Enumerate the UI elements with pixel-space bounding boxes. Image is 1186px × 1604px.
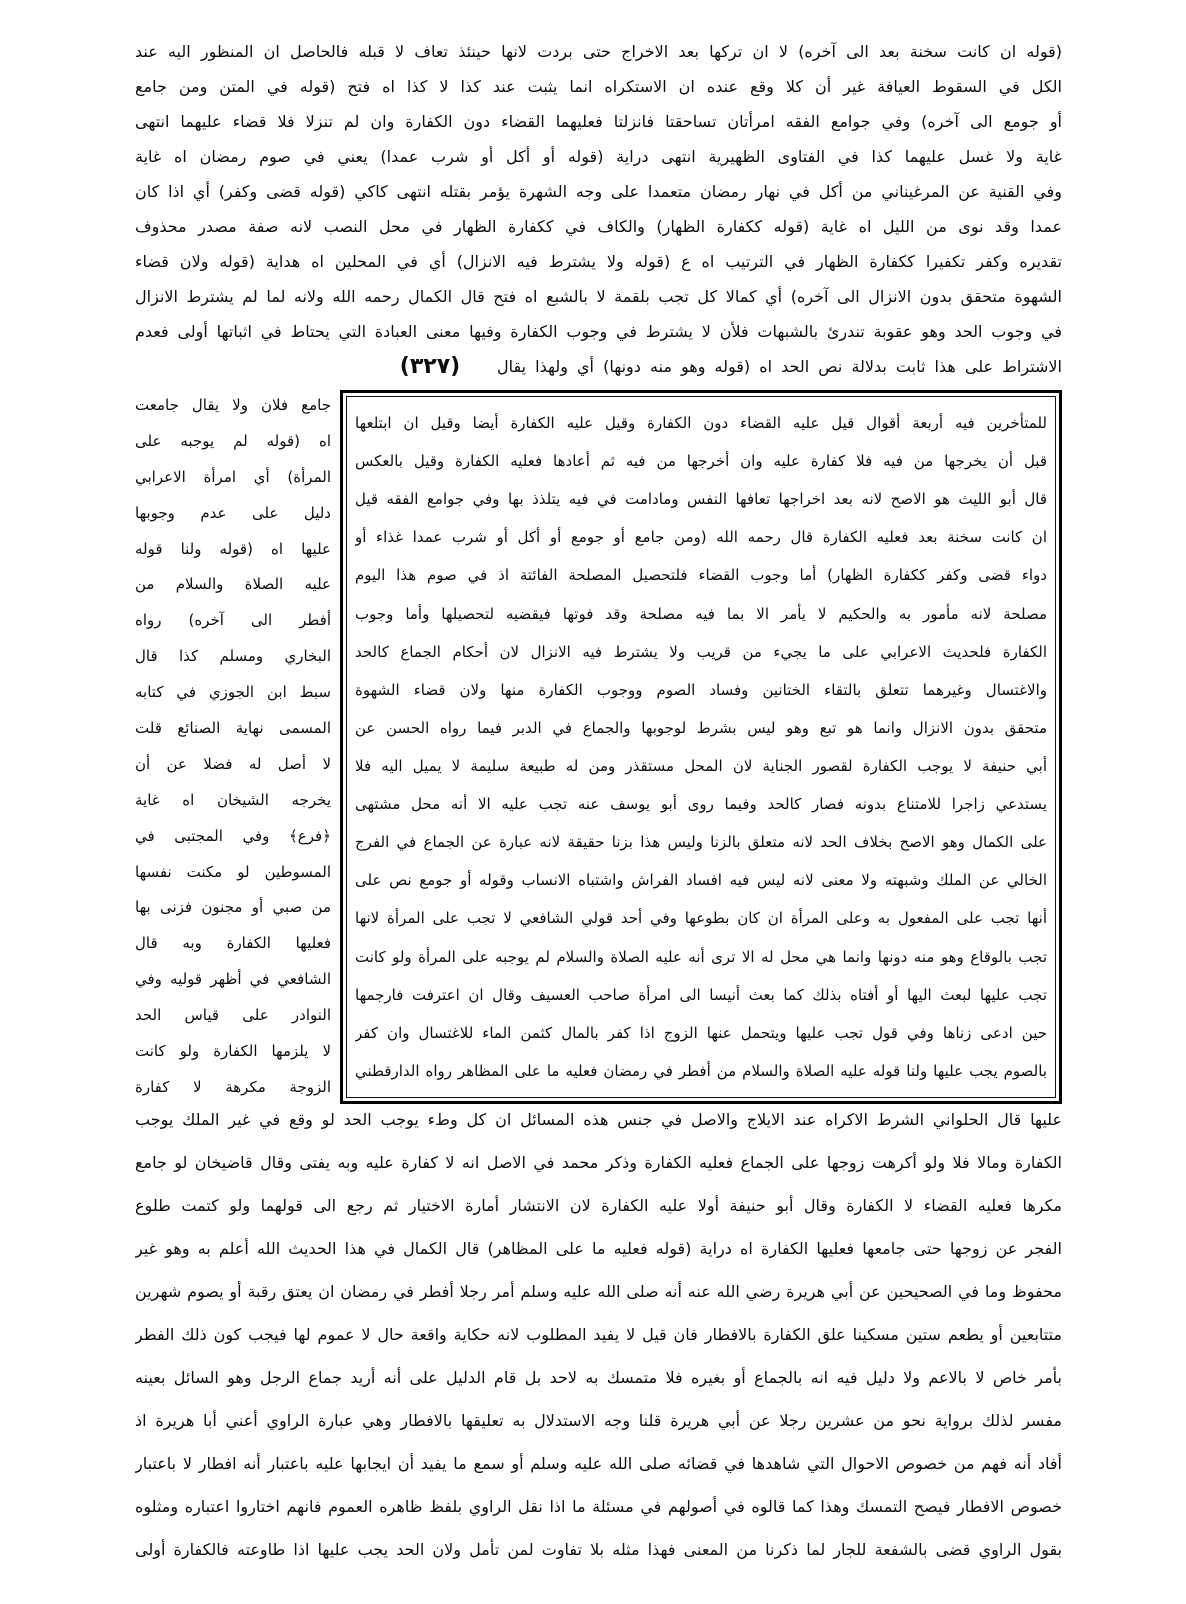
bottom-commentary [135, 1098, 1062, 1571]
main-text-line: قبل أن يخرجها من فيه فلا كفارة عليه وان أخرجها من فيه ثم أعادها فعليه الكفارة وقيل بالعكس [355, 452, 1047, 471]
side-commentary-line: من صبي أو مجنون فزنى بها [135, 898, 331, 917]
bottom-commentary-line: الفجر عن زوجها حتى جامعها فعليها الكفارة اه دراية (قوله فعليه ما على المظاهر) قال الكمال في هذا الحديث الله أعلم به وهو غير [135, 1239, 1062, 1258]
side-commentary-line: المسمى نهاية الصنائع قلت [135, 719, 331, 738]
main-text-line: والاغتسال وغيرهما تتعلق بالتقاء الختانين وفساد الصوم ووجوب الكفارة منها ولان قضاء الشهوة [355, 680, 1047, 699]
side-commentary-line: جامع فلان ولا يقال جامعت [135, 396, 331, 414]
side-commentary-line: المرأة) أي امرأة الاعرابي [135, 467, 331, 486]
main-text-line: الكفارة فلحديث الاعرابي على ما يجيء من قريب ولا يشترط فيه الانزال لان أحكام الجماع كالحد [355, 642, 1047, 661]
main-text-line: تجب عليها لبعث اليها أو أفتاه بذلك كما بعث أنيسا الى امرأة صاحب العسيف وقال ان اعترفت فارجمها [355, 985, 1047, 1004]
main-text-line: بالصوم يجب عليها ولنا قوله عليه الصلاة والسلام من أفطر في رمضان فعليه ما على المظاهر رواه الدارقطني [355, 1061, 1047, 1080]
top-commentary-line: الشهوة متحقق بدون الانزال الى آخره) أي كمالا كل تجب بلقمة لا بالشبع اه فتح قال الكمال رحمه الله ولانه لما لم يشترط الانزال [135, 287, 1062, 306]
bottom-commentary-line: بأمر خاص لا بالاعم ولا دليل فيه انه بالجماع أو بغيره فلا متمسك به لاحد بل قام الدليل على أنه أريد جماع الرجل وهو السائل بعينه [135, 1368, 1062, 1387]
bottom-commentary-line: عليها قال الحلواني الشرط الاكراه عند الايلاج والاصل في جنس هذه المسائل ان كل وطء يوجب الحد لو وقع في غير الملك يوجب [135, 1110, 1062, 1129]
top-commentary [135, 34, 1062, 384]
main-text-line: الخالي عن الملك وشبهته ولا معنى لانه ليس فيه افساد الفراش واشتباه الانساب وقوله أو جومع نص على [355, 871, 1047, 890]
side-commentary-line: يخرجه الشيخان اه غاية [135, 790, 331, 809]
side-commentary-line: عليه الصلاة والسلام من [135, 575, 331, 594]
main-text-line: على الكمال وهو الاصح بخلاف الحد لانه متعلق بالزنا وليس هذا بزنا حقيقة لانه عبارة عن الجماع في الفرج [355, 833, 1047, 852]
top-commentary-line: غاية ولا غسل عليهما كذا في الفتاوى الظهيرية انتهى دراية (قوله أو أكل أو شرب عمدا) يعني في صوم رمضان اه غاية [135, 147, 1062, 166]
side-commentary-line: الشافعي في أظهر قوليه وفي [135, 970, 331, 989]
side-commentary-line: لا أصل له فضلا عن أن [135, 754, 331, 773]
top-commentary-last-row [135, 349, 1062, 384]
bottom-commentary-line: مكرها فعليه القضاء لا الكفارة وقال أبو حنيفة أولا عليه الكفارة لان الانتشار أمارة الاختيار ثم رجع الى قولهما ولو كتمت طلوع [135, 1196, 1062, 1215]
main-text-line: أبي حنيفة لا يوجب الكفارة لقصور الجناية لان المحل مستقذر ومن له طبيعة سليمة لا يميل اليه فلا [355, 756, 1047, 775]
top-commentary-line: (قوله ان كانت سخنة بعد الى آخره) لا ان تركها بعد الاخراج حتى بردت لانها حينئذ تعاف لا قبله فالحاصل ان المنظور اليه عند [135, 42, 1062, 61]
main-text-line: تجب بالوقاع وهو منه دونها وانما هي محل له الا ترى أنه عليه الصلاة والسلام لم يوجبه على المرأة ولو كانت [355, 947, 1047, 966]
side-commentary [135, 388, 331, 1104]
top-commentary-line: وفي القنية عن المرغيناني من أكل في نهار رمضان متعمدا على وجه الشهرة يؤمر بقتله انتهى كاكي (قوله قضى وكفر) أي اذا كان [135, 182, 1062, 201]
main-text-line: أنها تجب على المفعول به وعلى المرأة ان كان بطوعها وفي أحد قولي الشافعي لا تجب على المرأة لانها [355, 909, 1047, 928]
side-commentary-line: دليل على عدم وجوبها [135, 503, 331, 522]
top-commentary-line: عمدا وقد نوى من الليل اه غاية (قوله ككفارة الظهار) والكاف في ككفارة الظهار في محل النصب لانه صفة مصدر محذوف [135, 217, 1062, 236]
side-commentary-line: ﴿فرع﴾ وفي المجتبى في [135, 826, 331, 845]
main-text-line: للمتأخرين فيه أربعة أقوال قيل عليه القضاء دون الكفارة وقيل عليه الكفارة أيضا وقيل ان ابتلعها [355, 414, 1047, 432]
top-commentary-line: الكل في السقوط العيافة غير أن كلا وقع عنده ان الاستكراه انما يثبت عند كذا لا كذا اه فتح (قوله في المتن ومن جامع [135, 77, 1062, 96]
side-commentary-line: عليها اه (قوله ولنا قوله [135, 539, 331, 558]
side-commentary-line: لا يلزمها الكفارة ولو كانت [135, 1042, 331, 1061]
main-text-line: مصلحة لانه مأمور به والحكيم لا يأمر الا بما فيه مصلحة وقد فوتها فيقضيه لتحصيلها وأما وجوب [355, 604, 1047, 623]
main-text-box [340, 390, 1062, 1104]
side-commentary-line: اه (قوله لم يوجبه على [135, 431, 331, 450]
top-commentary-line: الاشتراط على هذا ثابت بدلالة نص الحد اه (قوله وهو منه دونها) أي ولهذا يقال [497, 357, 1062, 376]
side-commentary-line: البخاري ومسلم كذا قال [135, 647, 331, 666]
bottom-commentary-line: أفاد أنه فهم من خصوص الاحوال التي شاهدها في قضائه صلى الله عليه وسلم أو سمع ما يفيد أن ايجابها عليه باعتبار أنه افطار لا باعتبار [135, 1454, 1062, 1473]
side-commentary-line: المسوطين لو مكنت نفسها [135, 862, 331, 881]
side-commentary-line: النوادر على قياس الحد [135, 1006, 331, 1025]
page-number: (٣٢٧) [399, 354, 461, 379]
top-commentary-line: في وجوب الحد وهو عقوبة تندرئ بالشبهات فلأن لا يشترط في وجوب الكفارة وفيها معنى العبادة التي يحتاط في اثباتها أولى فعدم [135, 322, 1062, 341]
side-commentary-line: الزوجة مكرهة لا كفارة [135, 1077, 331, 1096]
bottom-commentary-line: مفسر لذلك برواية نحو من عشرين رجلا عن أبي هريرة قلنا وجه الاستدلال به تعليقها بالافطار وهي عبارة الراوي أعني أبا هريرة اذ [135, 1411, 1062, 1430]
side-commentary-line: فعليها الكفارة وبه قال [135, 934, 331, 953]
bottom-commentary-line: الكفارة ومالا فلا ولو أكرهت زوجها على الجماع فعليه الكفارة وذكر محمد في الاصل انه لا كفارة عليه وبه يفتى وقال قاضيخان لو جامع [135, 1153, 1062, 1172]
top-commentary-line: أو جومع الى آخره) وفي جوامع الفقه امرأتان تساحقتا فانزلتا فعليهما القضاء دون الكفارة وان لم تنزلا فلا قضاء عليهما انتهى [135, 112, 1062, 131]
main-text-line: دواء قضى وكفر ككفارة الظهار) أما وجوب القضاء فلتحصيل المصلحة الفائتة اذ في صوم هذا اليوم [355, 566, 1047, 585]
side-commentary-line: أفطر الى آخره) رواه [135, 611, 331, 630]
main-text-line: قال أبو الليث هو الاصح لانه بعد اخراجها تعافها النفس ومادامت في فيه يتلذذ بها وفي جوامع الفقه قيل [355, 490, 1047, 509]
top-commentary-line: تقديره وكفر تكفيرا ككفارة الظهار في الترتيب اه ع (قوله ولا يشترط فيه الانزال) أي في المحلين اه هداية (قوله ولان قضاء [135, 252, 1062, 271]
main-text-line: يستدعي زاجرا للامتناع بدونه فصار كالحد وفيما روى أبو يوسف عنه تجب عليه الا أنه محل مشتهى [355, 795, 1047, 814]
main-text-line: حين ادعى زناها وفي قول تجب عليها ويتحمل عنها الزوج اذا كفر بالمال كثمن الماء للاغتسال وان كفر [355, 1023, 1047, 1042]
bottom-commentary-line: متتابعين أو يطعم ستين مسكينا علق الكفارة بالافطار فان قيل لا يفيد المطلوب لانه حكاية واقعة حال لا عموم لها فيجب كون ذلك الفطر [135, 1325, 1062, 1344]
main-text-line: ان كانت سخنة بعد فعليه الكفارة قال رحمه الله (ومن جامع أو جومع أو أكل أو شرب عمدا غذاء أو [355, 528, 1047, 547]
bottom-commentary-line: محفوظ وما في الصحيحين عن أبي هريرة رضي الله عنه أنه صلى الله عليه وسلم أمر رجلا أفطر في رمضان ان يعتق رقبة أو يصوم شهرين [135, 1282, 1062, 1301]
bottom-commentary-line: خصوص الافطار فيصح التمسك وهذا كما قالوه في أصولهم في مسئلة ما اذا نقل الراوي بلفظ ظاهره العموم فانهم اختاروا اعتباره ومثلوه [135, 1497, 1062, 1516]
side-commentary-line: سبط ابن الجوزي في كتابه [135, 683, 331, 702]
main-text-line: متحقق بدون الانزال وانما هو تبع وهو ليس بشرط لوجوبها والجماع في الدبر فيما رواه الحسن عن [355, 718, 1047, 737]
bottom-commentary-line: بقول الراوي قضى بالشفعة للجار لما ذكرنا من المعنى فهذا مثله بلا تفاوت لمن تأمل ولان الحد يجب عليها اذا طاوعته فالكفارة أولى [135, 1540, 1062, 1559]
